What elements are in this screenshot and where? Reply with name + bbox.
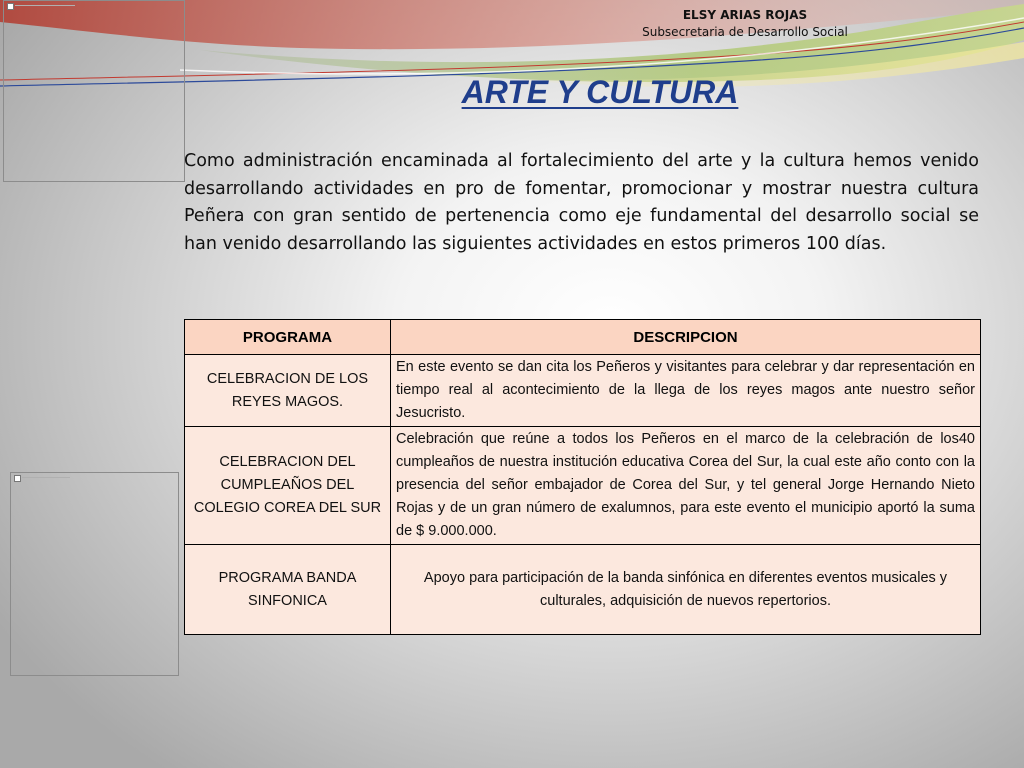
programs-table xyxy=(184,319,981,635)
table-header-row xyxy=(185,320,981,355)
programa-cell: PROGRAMA BANDA SINFONICA xyxy=(185,545,391,635)
author-role: Subsecretaria de Desarrollo Social xyxy=(642,25,848,39)
descripcion-cell: En este evento se dan cita los Peñeros y visitantes para celebrar y dar representación en tiempo real al acontecimiento de la llega de los reyes magos ante nuestro señor Jesucristo. xyxy=(391,355,981,427)
descripcion-cell: Apoyo para participación de la banda sinfónica en diferentes eventos musicales y culturales, adquisición de nuevos repertorios. xyxy=(391,545,981,635)
page-title: ARTE Y CULTURA xyxy=(461,74,739,110)
table-row xyxy=(185,545,981,635)
table-row xyxy=(185,355,981,427)
header-descripcion: DESCRIPCION xyxy=(391,320,981,355)
author-block xyxy=(620,8,870,39)
image-caption-line xyxy=(22,477,70,478)
image-placeholder-bottom xyxy=(10,472,179,676)
author-name: ELSY ARIAS ROJAS xyxy=(682,8,808,22)
programa-cell: CELEBRACION DE LOS REYES MAGOS. xyxy=(185,355,391,427)
image-placeholder-top xyxy=(3,0,185,182)
image-caption-line xyxy=(15,5,75,6)
table-row xyxy=(185,427,981,545)
intro-paragraph: Como administración encaminada al fortalecimiento del arte y la cultura hemos venido desarrollando actividades en pro de fomentar, promocionar y mostrar nuestra cultura Peñera con gran sentido de pertenencia como eje fundamental del desarrollo social se han venido desarrollando las siguientes actividades en estos primeros 100 días. xyxy=(184,151,979,254)
header-programa: PROGRAMA xyxy=(185,320,391,355)
programa-cell: CELEBRACION DEL CUMPLEAÑOS DEL COLEGIO COREA DEL SUR xyxy=(185,427,391,545)
descripcion-cell: Celebración que reúne a todos los Peñeros en el marco de la celebración de los40 cumpleaños de nuestra institución educativa Corea del Sur, la cual este año conto con la presencia del señor embajador de Corea del Sur, y tel general Jorge Hernando Nieto Rojas y de un gran número de exalumnos, para este evento el municipio aportó la suma de $ 9.000.000. xyxy=(391,427,981,545)
broken-image-icon xyxy=(7,3,14,10)
broken-image-icon xyxy=(14,475,21,482)
